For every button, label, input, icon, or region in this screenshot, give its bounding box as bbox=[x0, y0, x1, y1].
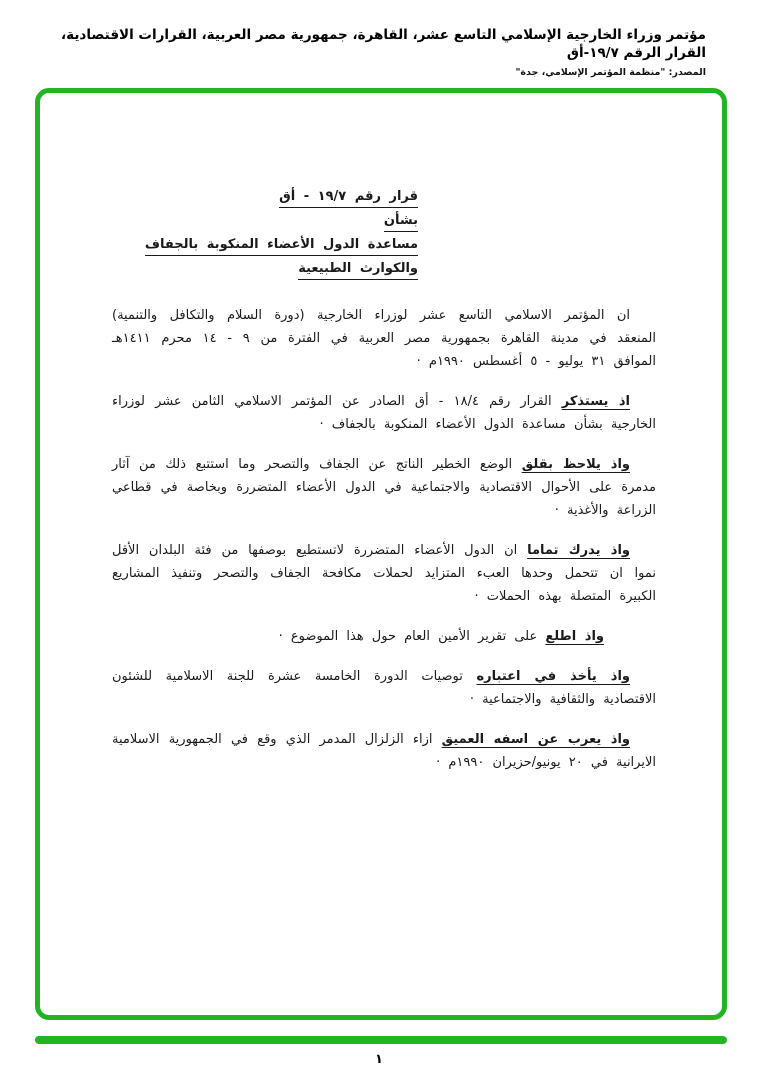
scan-frame bbox=[35, 88, 727, 1020]
paragraph-text: ان المؤتمر الاسلامي التاسع عشر لوزراء الخارجية (دورة السلام والتكافل والتنمية) المنعقد في مدينة القاهرة بجمهورية مصر العربية في الفترة من ٩ - ١٤ محرم ١٤١١هـ الموافق ٣١ يوليو - ٥ أغسطس ١٩٩٠م · bbox=[112, 308, 656, 369]
paragraph-lead: واذ يعرب عن اسفه العميق bbox=[441, 732, 630, 747]
heading-text: بشأن bbox=[384, 213, 418, 232]
document-header bbox=[40, 26, 706, 78]
page-number: ١ bbox=[375, 1052, 383, 1067]
paragraph bbox=[112, 665, 656, 711]
paragraph bbox=[112, 728, 656, 774]
paragraph-text: توصيات الدورة الخامسة عشرة للجنة الاسلامية للشئون الاقتصادية والثقافية والاجتماعية · bbox=[112, 669, 656, 707]
paragraph-text: على تقرير الأمين العام حول هذا الموضوع · bbox=[278, 629, 546, 644]
paragraph bbox=[112, 390, 656, 436]
paragraph bbox=[112, 453, 656, 522]
paragraph-lead: واذ يدرك تماما bbox=[527, 543, 630, 558]
paragraph-lead: واذ يأخذ في اعتباره bbox=[476, 669, 630, 684]
paragraph-text: ان الدول الأعضاء المتضررة لاتستطيع بوصفها من فئة البلدان الأقل نموا ان تتحمل وحدها العبء المتزايد لحملات مكافحة الجفاف والتصحر وتنفيذ المشاريع الكبيرة المتصلة بهذه الحملات · bbox=[112, 543, 656, 604]
paragraph bbox=[112, 539, 656, 608]
paragraph-lead: اذ يستذكر bbox=[561, 394, 630, 409]
paragraph-lead: واذ اطلع bbox=[545, 629, 604, 644]
resolution-heading bbox=[112, 189, 418, 276]
paragraph bbox=[112, 304, 656, 373]
paragraph-text: القرار رقم ١٨/٤ - أق الصادر عن المؤتمر الاسلامي الثامن عشر لوزراء الخارجية بشأن مساعدة الدول الأعضاء المنكوبة بالجفاف · bbox=[112, 394, 656, 432]
header-title: مؤتمر وزراء الخارجية الإسلامي التاسع عشر، القاهرة، جمهورية مصر العربية، القرارات الاقتصادية، القرار الرقم ١٩/٧-أق bbox=[61, 27, 706, 61]
paragraph-lead: واذ يلاحظ بقلق bbox=[521, 457, 630, 472]
heading-line bbox=[112, 213, 418, 228]
heading-line bbox=[112, 261, 418, 276]
scanned-document bbox=[40, 93, 722, 774]
header-source: المصدر: "منظمة المؤتمر الإسلامي، جدة" bbox=[515, 67, 706, 78]
paragraph bbox=[112, 625, 630, 648]
heading-line bbox=[112, 237, 418, 252]
bottom-green-bar bbox=[35, 1036, 727, 1044]
heading-text: قرار رقم ١٩/٧ - أق bbox=[279, 189, 418, 208]
heading-text: والكوارث الطبيعية bbox=[298, 261, 418, 280]
heading-text: مساعدة الدول الأعضاء المنكوبة بالجفاف bbox=[145, 237, 418, 256]
heading-line bbox=[112, 189, 418, 204]
paragraph-text: ازاء الزلزال المدمر الذي وقع في الجمهورية الاسلامية الايرانية في ٢٠ يونيو/حزيران ١٩٩٠م · bbox=[112, 732, 656, 770]
paragraph-text: الوضع الخطير الناتج عن الجفاف والتصحر وما استتبع ذلك من آثار مدمرة على الأحوال الاقتصادية والاجتماعية في الدول الأعضاء المتضررة وبخاصة في قطاعي الزراعة والأغذية · bbox=[112, 457, 656, 518]
